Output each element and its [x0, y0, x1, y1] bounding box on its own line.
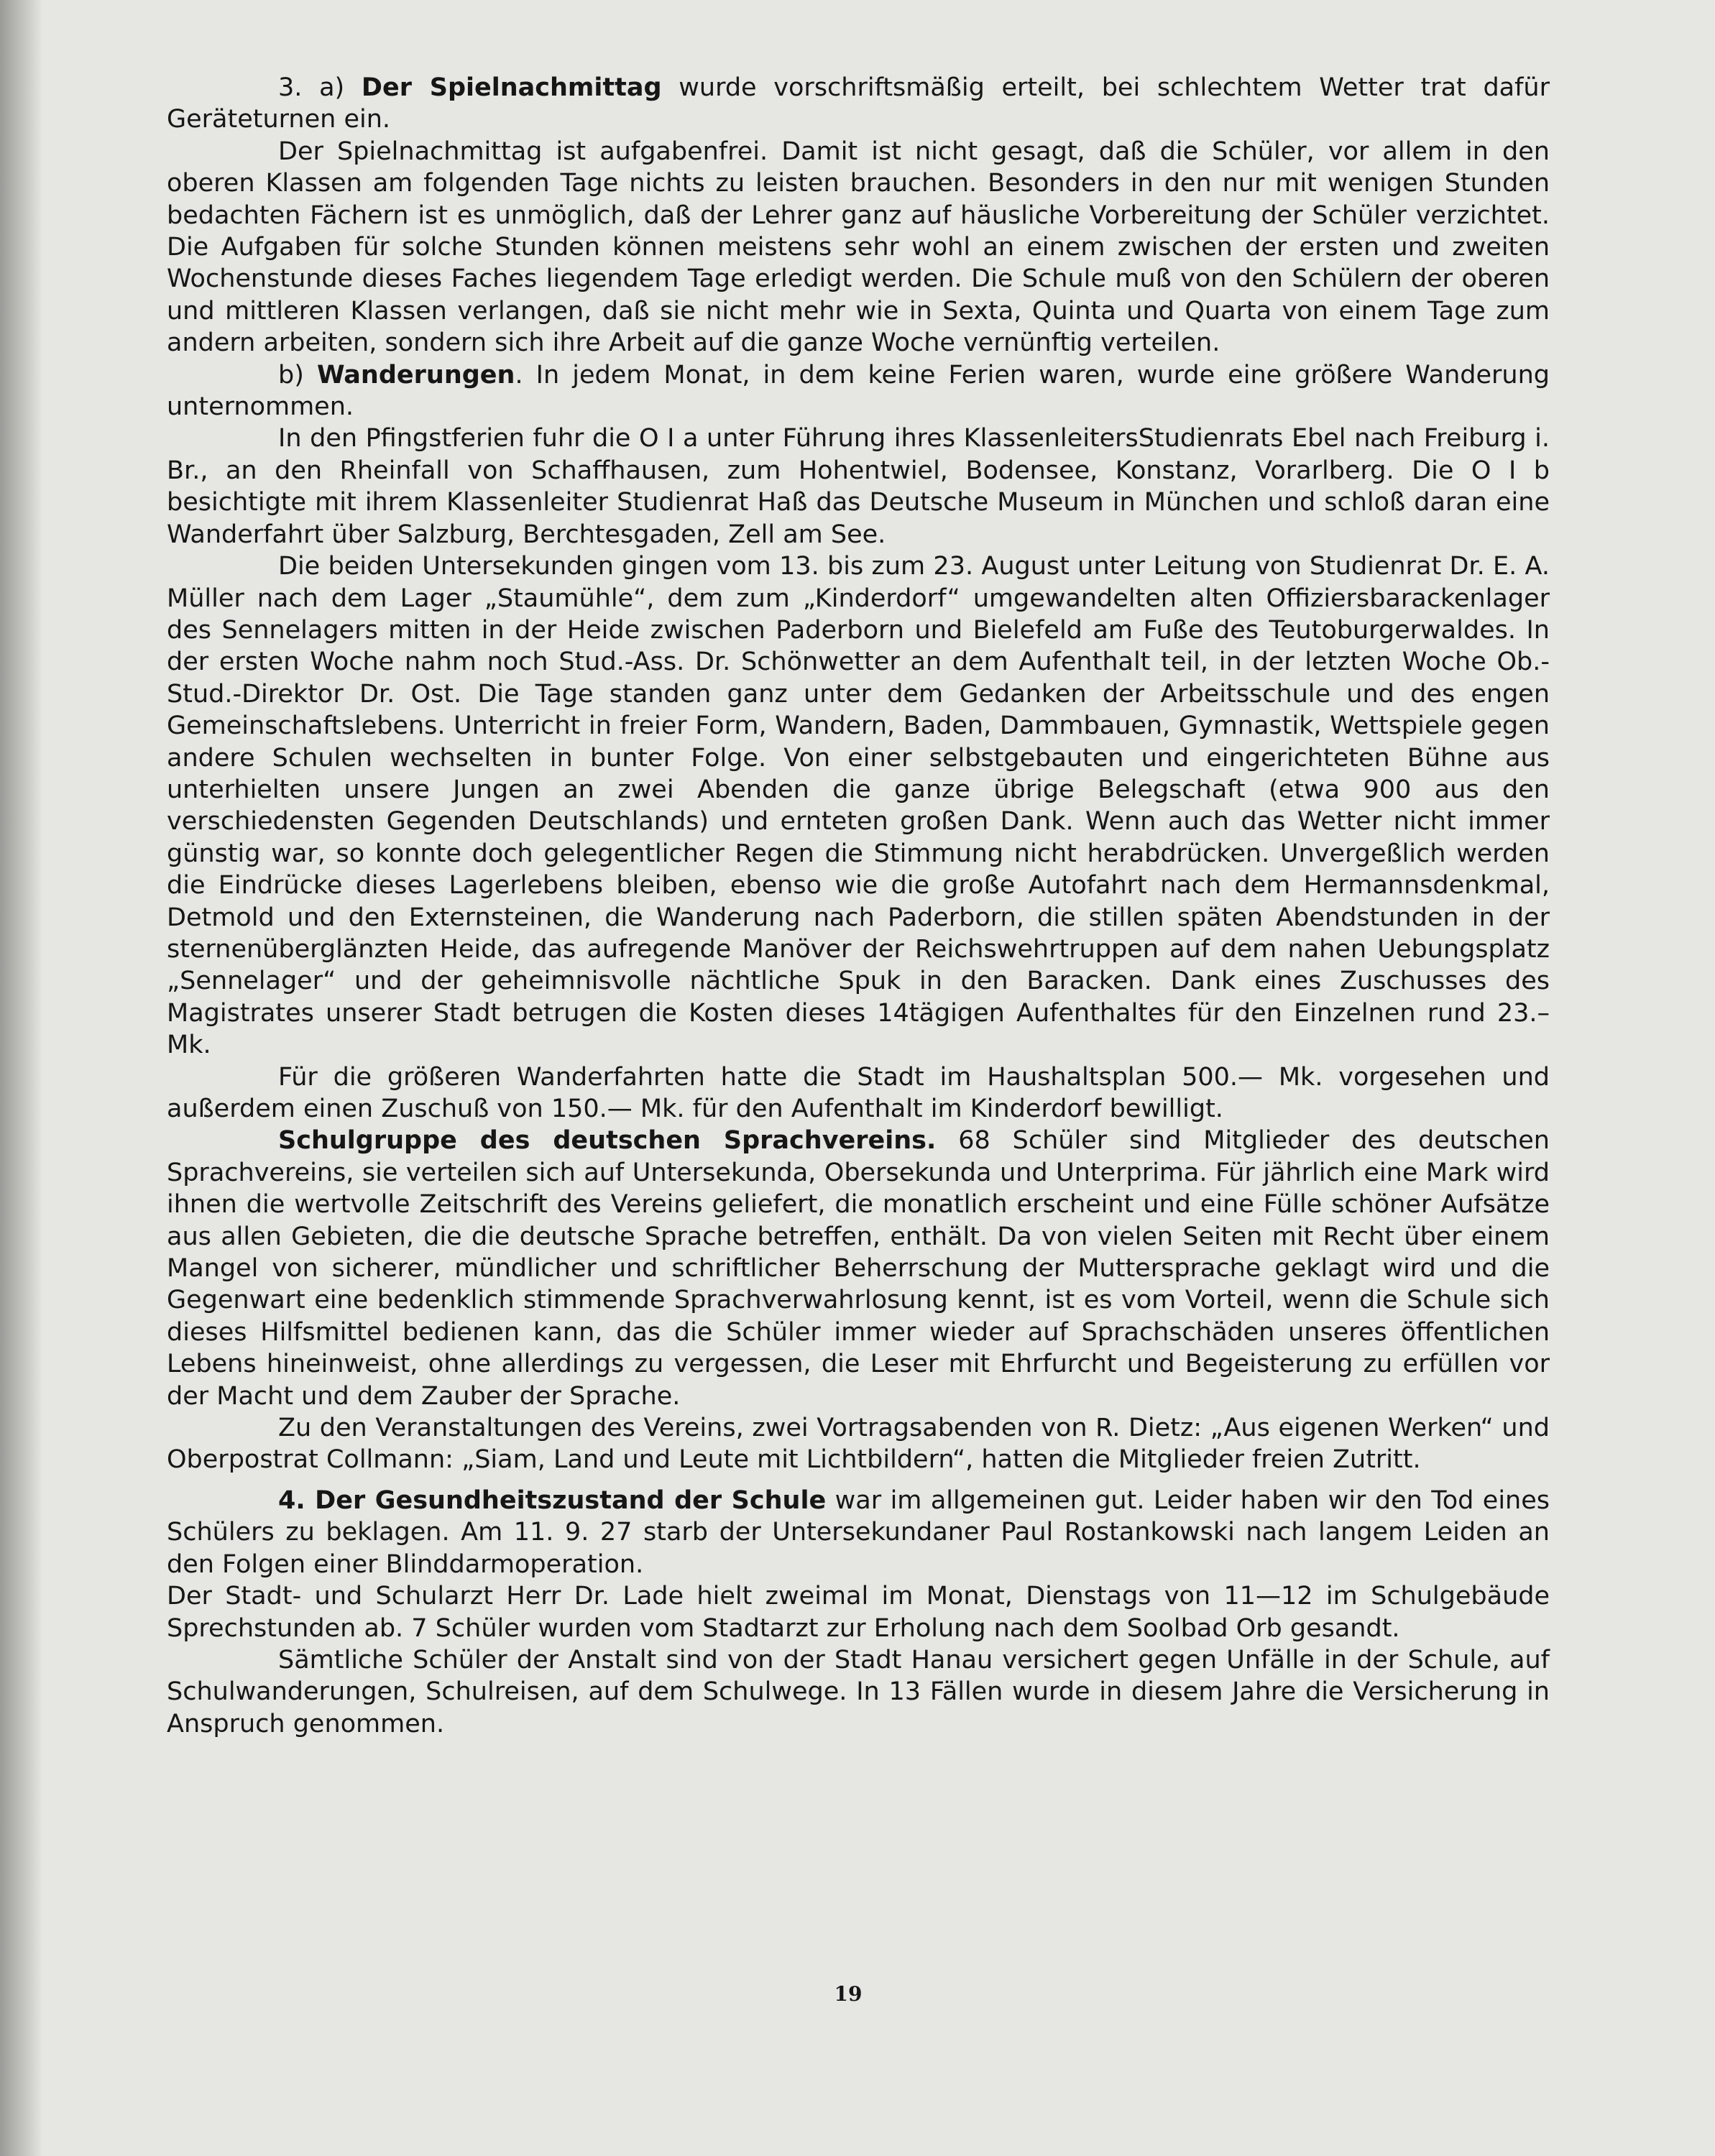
paragraph-pfingstferien: In den Pfingstferien fuhr die O I a unter Führung ihres KlassenleitersStudienrats Ebel nach Freiburg i. Br., an den Rheinfall von Schaffhausen, zum Hohentwiel, Bodensee, Konstanz, Vorarlberg. Die O I b besichtigte mit ihrem Klassenleiter Studienrat Haß das Deutsche Museum in München und schloß daran eine Wanderfahrt über Salzburg, Berchtesgaden, Zell am See. [167, 424, 1550, 549]
paragraph-untersekunden: Die beiden Untersekunden gingen vom 13. bis zum 23. August unter Leitung von Studienrat Dr. E. A. Müller nach dem Lager „Staumühle“, dem zum „Kinderdorf“ umgewandelten alten Offiziersbarackenlager des Sennelagers mitten in der Heide zwischen Paderborn und Bielefeld am Fuße des Teutoburgerwaldes. In der ersten Woche nahm noch Stud.-Ass. Dr. Schönwetter an dem Aufenthalt teil, in der letzten Woche Ob.-Stud.-Direktor Dr. Ost. Die Tage standen ganz unter dem Gedanken der Arbeitsschule und des engen Gemeinschaftslebens. Unterricht in freier Form, Wandern, Baden, Dammbauen, Gymnastik, Wettspiele gegen andere Schulen wechselten in bunter Folge. Von einer selbstgebauten und eingerichteten Bühne aus unterhielten unsere Jungen an zwei Abenden die ganze übrige Belegschaft (etwa 900 aus den verschiedensten Gegenden Deutschlands) und ernteten großen Dank. Wenn auch das Wetter nicht immer günstig war, so konnte doch gelegentlicher Regen die Stimmung nicht herabdrücken. Unvergeßlich werden die Eindrücke dieses Lagerlebens bleiben, ebenso wie die große Autofahrt nach dem Hermannsdenkmal, Detmold und den Externsteinen, die Wanderung nach Paderborn, die stillen späten Abendstunden in der sternenüberglänzten Heide, das aufregende Manöver der Reichswehrtruppen auf dem nahen Uebungsplatz „Sennelager“ und der geheimnisvolle nächtliche Spuk in den Baracken. Dank eines Zuschusses des Magistrates unserer Stadt betrugen die Kosten dieses 14tägigen Aufenthaltes für den Einzelnen rund 23.– Mk. [167, 552, 1550, 1060]
body-text [167, 72, 1550, 1740]
paragraph-schularzt: Der Stadt- und Schularzt Herr Dr. Lade hielt zweimal im Monat, Dienstags von 11—12 im Schulgebäude Sprechstunden ab. 7 Schüler wurden vom Stadtarzt zur Erholung nach dem Soolbad Orb gesandt. [167, 1582, 1550, 1643]
heading-wanderungen: Wanderungen [316, 360, 515, 390]
heading-sprachverein: Schulgruppe des deutschen Sprachvereins. [278, 1126, 937, 1156]
paragraph-gesundheit [167, 1485, 1550, 1580]
heading-gesundheit: 4. Der Gesundheitszustand der Schule [278, 1485, 827, 1515]
paragraph-text: . In jedem Monat, in dem keine Ferien waren, wurde eine größere Wanderung unternommen. [167, 360, 1550, 422]
paragraph-wanderfahrten: Für die größeren Wanderfahrten hatte die Stadt im Haushaltsplan 500.— Mk. vorgesehen und außerdem einen Zuschuß von 150.— Mk. für den Aufenthalt im Kinderdorf bewilligt. [167, 1062, 1550, 1123]
paragraph-wanderungen [167, 359, 1550, 423]
paragraph-spielnachmittag [167, 72, 1550, 136]
paragraph-text: wurde vorschriftsmäßig erteilt, bei schlechtem Wetter trat dafür Geräteturnen ein. [167, 73, 1550, 134]
page-number: 19 [834, 1982, 863, 2006]
section-letter: b) [278, 360, 317, 390]
paragraph-sprachverein [167, 1125, 1550, 1412]
paragraph-versicherung: Sämtliche Schüler der Anstalt sind von der Stadt Hanau versichert gegen Unfälle in der Schule, auf Schulwanderungen, Schulreisen, auf dem Schulwege. In 13 Fällen wurde in diesem Jahre die Versicherung in Anspruch genommen. [167, 1645, 1550, 1738]
paragraph-text: 68 Schüler sind Mitglieder des deutschen Sprachvereins, sie verteilen sich auf Untersekunda, Obersekunda und Unterprima. Für jährlich eine Mark wird ihnen die wertvolle Zeitschrift des Vereins geliefert, die monatlich erscheint und eine Fülle schöner Aufsätze aus allen Gebieten, die die deutsche Sprache betreffen, enthält. Da von vielen Seiten mit Recht über einem Mangel von sicherer, mündlicher und schriftlicher Beherrschung der Muttersprache geklagt wird und die Gegenwart eine bedenklich stimmende Sprachverwahrlosung kennt, ist es vom Vorteil, wenn die Schule sich dieses Hilfsmittel bedienen kann, das die Schüler immer wieder auf Sprachschäden unseres öffentlichen Lebens hineinweist, ohne allerdings zu vergessen, die Leser mit Ehrfurcht und Begeisterung zu erfüllen vor der Macht und dem Zauber der Sprache. [167, 1126, 1550, 1411]
paragraph-veranstaltungen: Zu den Veranstaltungen des Vereins, zwei Vortragsabenden von R. Dietz: „Aus eigenen Werken“ und Oberpostrat Collmann: „Siam, Land und Leute mit Lichtbildern“, hatten die Mitglieder freien Zutritt. [167, 1414, 1550, 1475]
paragraph-aufgabenfrei: Der Spielnachmittag ist aufgabenfrei. Damit ist nicht gesagt, daß die Schüler, vor allem in den oberen Klassen am folgenden Tage nichts zu leisten brauchen. Besonders in den nur mit wenigen Stunden bedachten Fächern ist es unmöglich, daß der Lehrer ganz auf häusliche Vorbereitung der Schüler verzichtet. Die Aufgaben für solche Stunden können meistens sehr wohl an einem zwischen der ersten und zweiten Wochenstunde dieses Faches liegendem Tage erledigt werden. Die Schule muß von den Schülern der oberen und mittleren Klassen verlangen, daß sie nicht mehr wie in Sexta, Quinta und Quarta von einem Tage zum andern arbeiten, sondern sich ihre Arbeit auf die ganze Woche vernünftig verteilen. [167, 137, 1550, 358]
heading-spielnachmittag: Der Spielnachmittag [361, 73, 662, 102]
paragraph-text: war im allgemeinen gut. Leider haben wir den Tod eines Schülers zu beklagen. Am 11. 9. 27 starb der Untersekundaner Paul Rostankowski nach langem Leiden an den Folgen einer Blinddarmoperation. [167, 1485, 1550, 1579]
binding-shadow [0, 0, 43, 2156]
section-number: 3. a) [278, 73, 362, 102]
